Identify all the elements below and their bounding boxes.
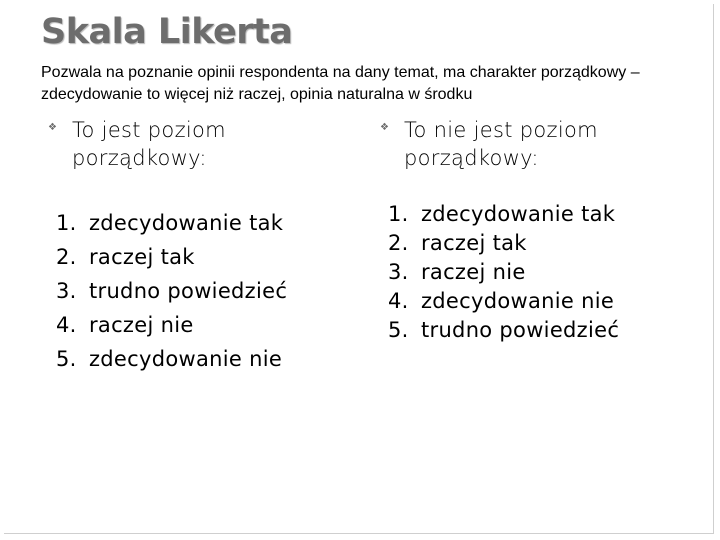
list-item [388, 258, 619, 287]
bullet-icon: ❖ [380, 122, 389, 133]
item-text: trudno powiedzieć [88, 279, 288, 303]
list-item [56, 240, 287, 274]
list-item [388, 200, 619, 229]
item-text: zdecydowanie tak [88, 211, 284, 235]
list-item [56, 342, 287, 376]
left-heading-text: To jest poziom porządkowy: [72, 118, 226, 170]
item-text: raczej nie [420, 260, 526, 284]
item-text: zdecydowanie tak [420, 202, 616, 226]
item-number: 5. [56, 347, 77, 371]
item-number: 5. [388, 318, 409, 342]
item-text: raczej nie [88, 313, 194, 337]
item-number: 3. [388, 260, 409, 284]
left-column [48, 116, 348, 371]
slide-subtitle: Pozwala na poznanie opinii respondenta na dany temat, ma charakter porządkowy – zdecydowanie to więcej niż raczej, opinia naturalna w środku [41, 64, 640, 103]
slide-title: Skala Likerta [41, 12, 293, 52]
item-text: raczej tak [420, 231, 527, 255]
item-number: 1. [388, 202, 409, 226]
item-number: 2. [388, 231, 409, 255]
right-column [380, 116, 700, 342]
item-number: 4. [388, 289, 409, 313]
item-text: zdecydowanie nie [88, 347, 283, 371]
list-item [388, 287, 619, 316]
right-list [388, 200, 619, 345]
item-number: 4. [56, 313, 77, 337]
item-number: 2. [56, 245, 77, 269]
item-text: trudno powiedzieć [420, 318, 620, 342]
list-item [56, 274, 287, 308]
list-item [388, 316, 619, 345]
list-item [388, 229, 619, 258]
item-text: zdecydowanie nie [420, 289, 615, 313]
left-heading [48, 116, 348, 172]
right-heading-text: To nie jest poziom porządkowy: [404, 118, 598, 170]
right-heading [380, 116, 700, 172]
left-list [56, 206, 287, 376]
item-number: 1. [56, 211, 77, 235]
item-text: raczej tak [88, 245, 195, 269]
list-item [56, 206, 287, 240]
item-number: 3. [56, 279, 77, 303]
bullet-icon: ❖ [48, 122, 57, 133]
list-item [56, 308, 287, 342]
